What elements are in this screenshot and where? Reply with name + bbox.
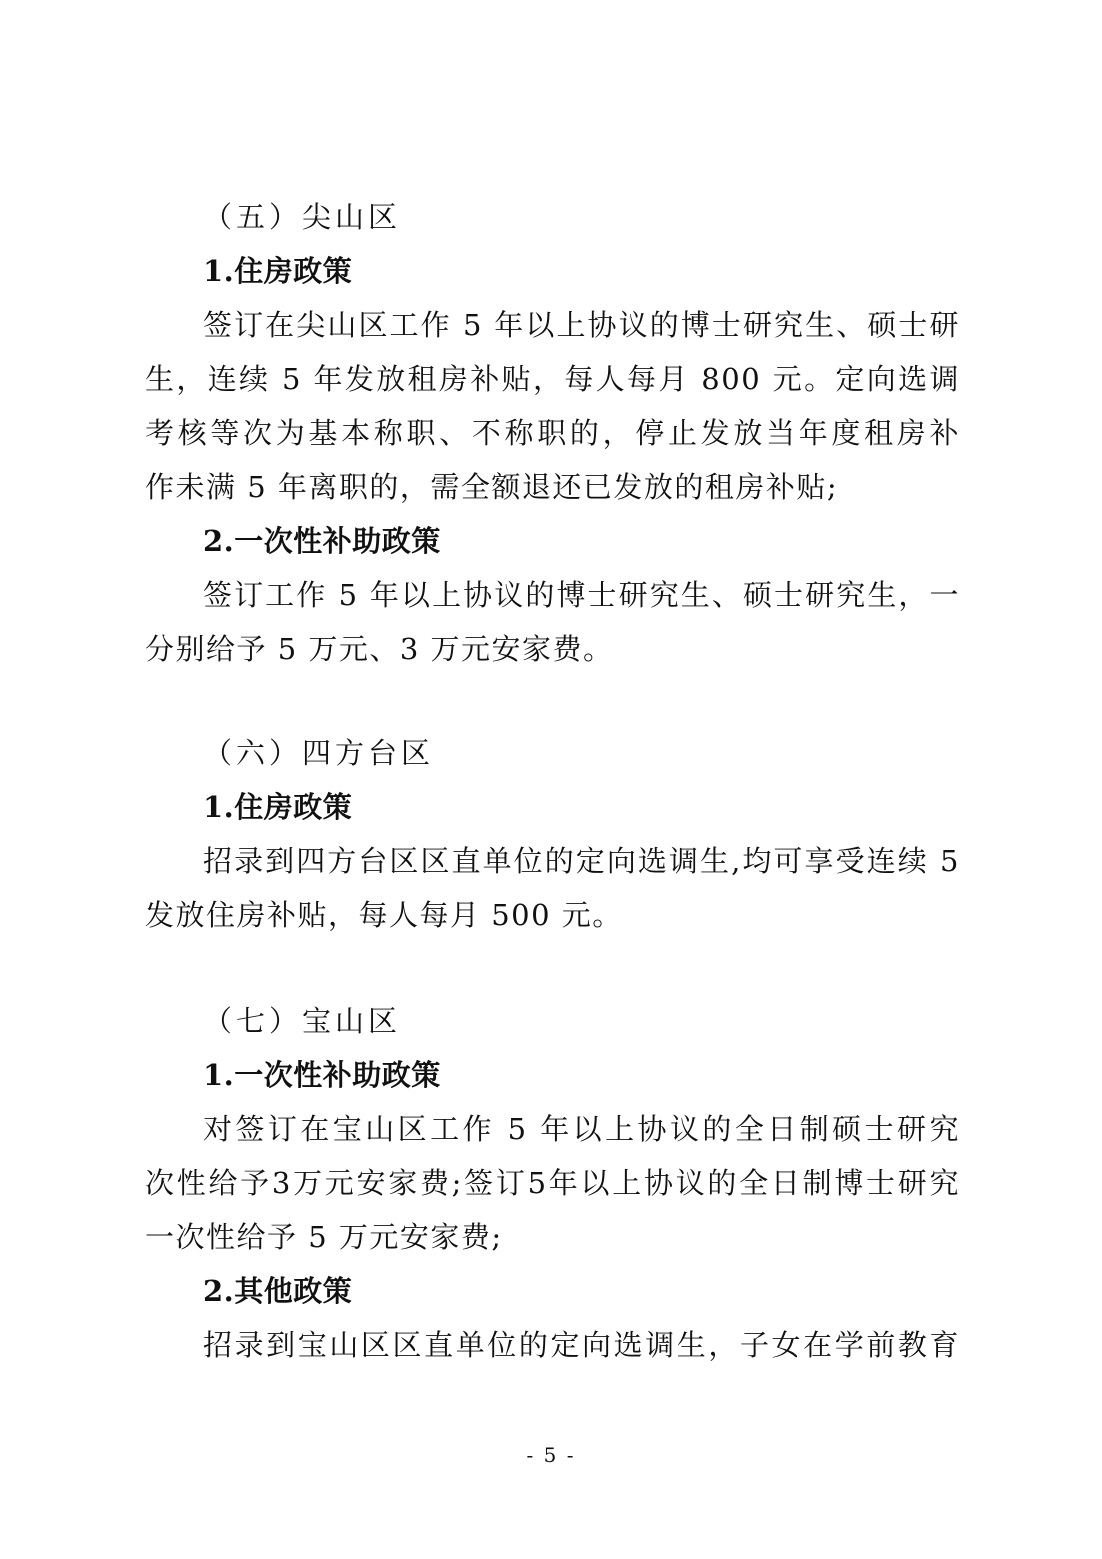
subheading-subsidy-policy: 1.一次性补助政策 xyxy=(203,1058,441,1092)
paragraph-line: 作未满 5 年离职的，需全额退还已发放的租房补贴; xyxy=(145,470,839,504)
section-title-baoshan: （七）宝山区 xyxy=(203,1004,402,1038)
paragraph-line: 考核等次为基本称职、不称职的，停止发放当年度租房补 xyxy=(145,416,960,450)
paragraph-line: 招录到四方台区区直单位的定向选调生,均可享受连续 5 xyxy=(203,844,960,878)
paragraph-line: 发放住房补贴，每人每月 500 元。 xyxy=(145,898,623,932)
subheading-housing-policy: 1.住房政策 xyxy=(203,254,353,288)
paragraph-line: 生，连续 5 年发放租房补贴，每人每月 800 元。定向选调 xyxy=(145,362,960,396)
paragraph-line: 分别给予 5 万元、3 万元安家费。 xyxy=(145,632,614,666)
section-title-jianshan: （五）尖山区 xyxy=(203,200,402,234)
paragraph-line: 签订工作 5 年以上协议的博士研究生、硕士研究生，一 xyxy=(203,578,960,612)
section-title-sifangtai: （六）四方台区 xyxy=(203,736,435,770)
paragraph-line: 一次性给予 5 万元安家费; xyxy=(145,1220,503,1254)
paragraph-line: 签订在尖山区工作 5 年以上协议的博士研究生、硕士研 xyxy=(203,308,960,342)
page-number: - 5 - xyxy=(526,1443,576,1467)
subheading-other-policy: 2.其他政策 xyxy=(203,1274,353,1308)
subheading-housing-policy: 1.住房政策 xyxy=(203,790,353,824)
subheading-subsidy-policy: 2.一次性补助政策 xyxy=(203,524,441,558)
paragraph-line: 招录到宝山区区直单位的定向选调生，子女在学前教育 xyxy=(203,1328,960,1362)
paragraph-line: 对签订在宝山区工作 5 年以上协议的全日制硕士研究 xyxy=(203,1112,960,1146)
paragraph-line: 次性给予3万元安家费;签订5年以上协议的全日制博士研究 xyxy=(145,1166,960,1200)
